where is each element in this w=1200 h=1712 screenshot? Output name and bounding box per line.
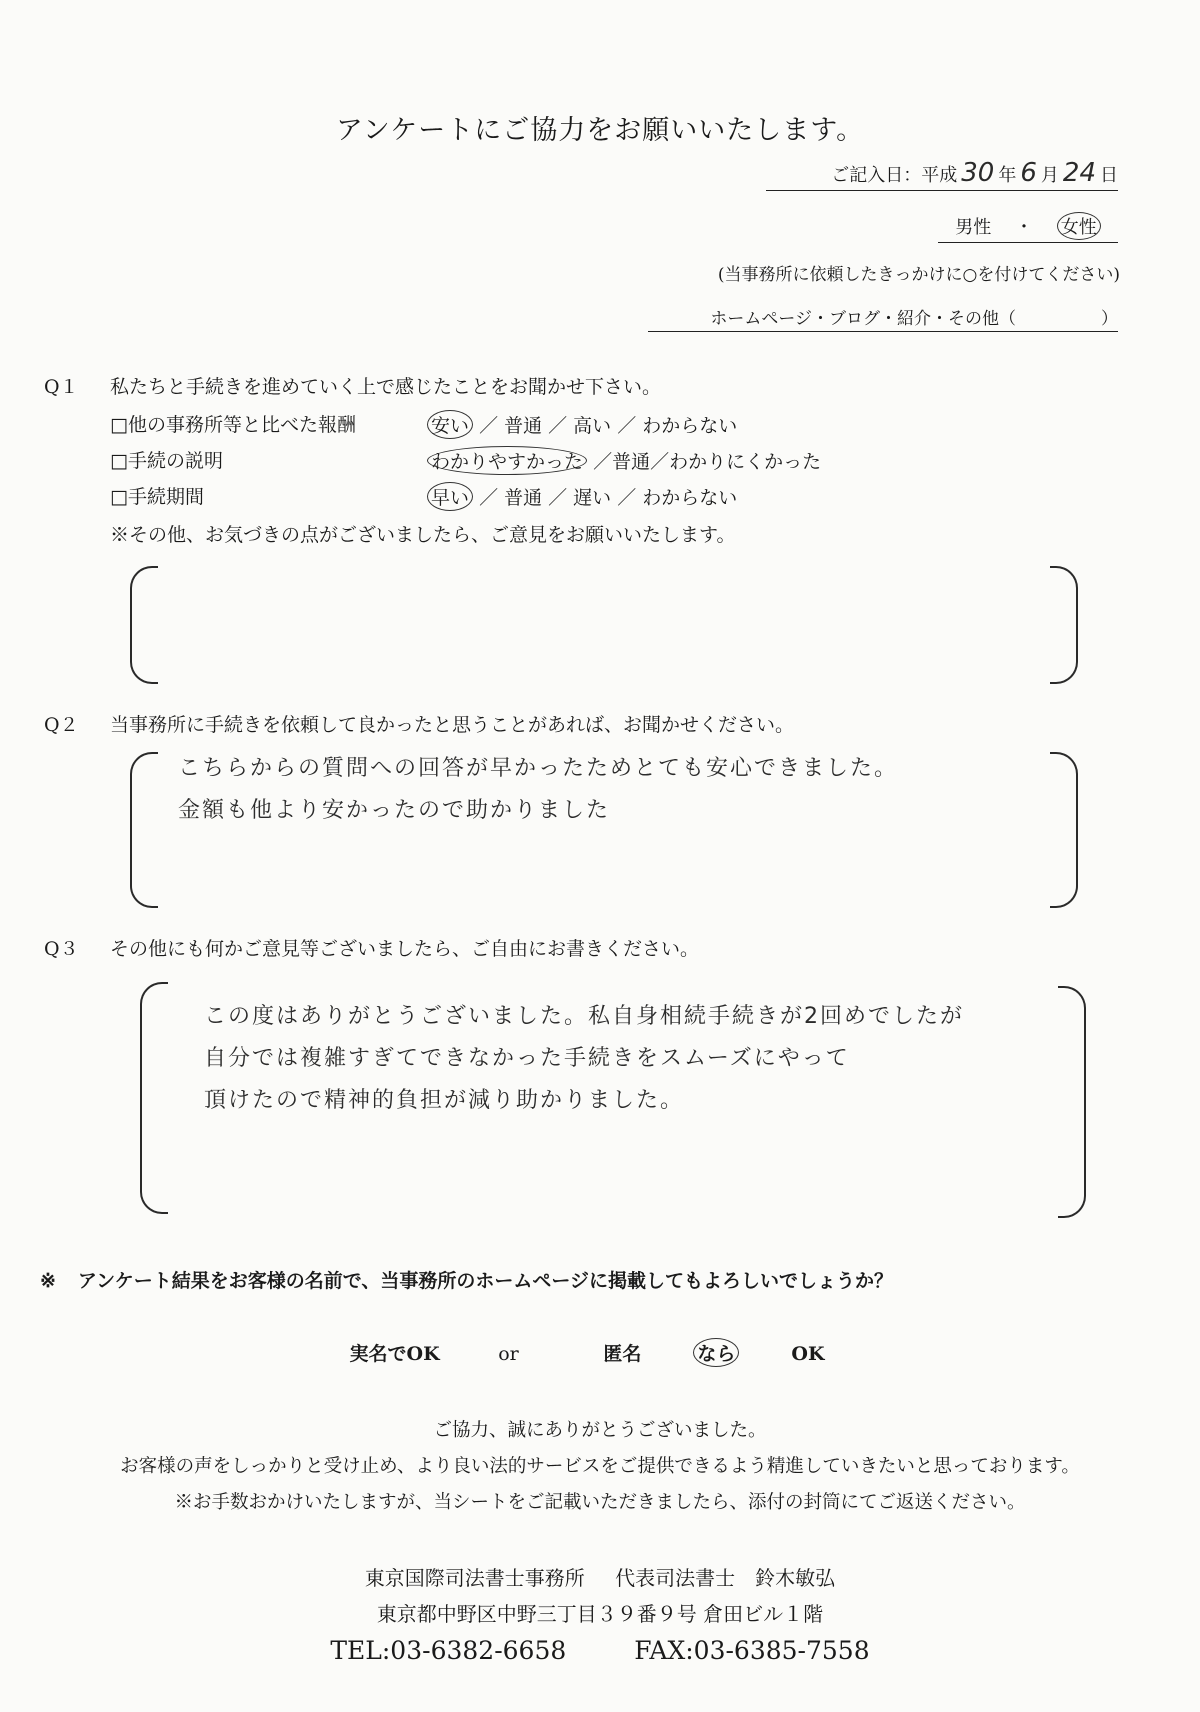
office-fax: FAX:03-6385-7558 [634,1636,870,1665]
q1-label: Q１ [44,376,79,398]
q2-label: Q２ [44,714,79,736]
gender-male: 男性 [955,217,992,238]
gender-select [938,212,1118,243]
q1-box-right [1050,566,1078,684]
date-day-unit: 日 [1100,165,1118,186]
q3-label: Q３ [44,938,79,960]
q2-answer [178,748,898,832]
q1-row-period: □手続期間 [110,486,204,508]
gender-sep: ・ [1015,217,1033,238]
closing-return-note: ※お手数おかけいたしますが、当シートをご記載いただきましたら、添付の封筒にてご返送ください。 [174,1492,1026,1513]
consent-anon-suffix: OK [791,1343,825,1365]
consent-or: or [498,1343,519,1365]
q2-answer-line-1: こちらからの質問への回答が早かったためとても安心できました。 [178,756,899,781]
q2-box-right [1050,752,1078,908]
closing-message: お客様の声をしっかりと受け止め、より良い法的サービスをご提供できるよう精進していきたいと思っております。 [120,1456,1080,1477]
q1-row-explain: □手続の説明 [110,450,223,472]
q1-row-period-circled: 早い [427,482,473,511]
q1-row-fee-circled: 安い [427,410,473,439]
consent-options [0,1338,1200,1367]
date-month-unit: 月 [1040,165,1059,186]
q1-row-period-options [427,482,737,511]
q3-answer-line-3: 頂けたので精神的負担が減り助かりました。 [204,1088,685,1113]
q1-row-explain-rest: ／普通／わかりにくかった [593,451,822,473]
q1-box-left [130,566,158,684]
closing-thanks: ご協力、誠にありがとうございました。 [433,1420,767,1441]
footer-contact [0,1636,1200,1665]
date-year: 30 [961,158,995,188]
q3-answer-line-2: 自分では複雑すぎてできなかった手続きをスムーズにやって [204,1046,850,1071]
q1-row-fee-options [427,410,737,439]
q1-row-fee-rest: ／ 普通 ／ 高い ／ わからない [479,415,738,437]
publish-consent [40,1266,893,1293]
trigger-options: ホームページ・ブログ・紹介・その他（ ） [648,304,1118,332]
date-month: 6 [1020,158,1037,188]
q1-row-explain-circled: わかりやすかった [427,446,587,475]
footer-office [0,1562,1200,1591]
office-address: 東京都中野区中野三丁目３９番９号 倉田ビル１階 [376,1602,824,1626]
office-name: 東京国際司法書士事務所 [364,1566,585,1590]
consent-real-name: 実名でOK [349,1343,440,1365]
consent-anon-circled: なら [693,1338,739,1367]
office-tel: TEL:03-6382-6658 [330,1636,567,1665]
date-year-unit: 年 [998,165,1017,186]
q3-box-left [140,982,168,1214]
consent-anonymous [577,1343,850,1365]
consent-text: アンケート結果をお客様の名前で、当事務所のホームページに掲載してもよろしいでしょうか？ [77,1270,894,1292]
q3-text: その他にも何かご意見等ございましたら、ご自由にお書きください。 [110,938,700,960]
q1-row-explain-options [427,446,821,475]
q3-answer [204,996,964,1122]
q1-row-fee: □他の事務所等と比べた報酬 [110,414,356,436]
q3-answer-line-1: この度はありがとうございました。私自身相続手続きが2回めでしたが [204,1004,964,1029]
date-prefix: ご記入日：平成 [831,165,958,186]
q2-answer-line-2: 金額も他より安かったので助かりました [178,798,611,823]
office-representative: 代表司法書士 鈴木敏弘 [615,1566,836,1590]
gender-female: 女性 [1057,212,1101,240]
q1-row-period-rest: ／ 普通 ／ 遅い ／ わからない [479,487,738,509]
trigger-note: (当事務所に依頼したきっかけに○を付けてください) [717,265,1120,285]
q1-text: 私たちと手続きを進めていく上で感じたことをお聞かせ下さい。 [110,376,662,398]
consent-anon-prefix: 匿名 [603,1343,642,1365]
consent-mark: ※ [40,1270,56,1292]
survey-title: アンケートにご協力をお願いいたします。 [335,115,865,146]
entry-date [766,158,1118,191]
q2-box-left [130,752,158,908]
date-day: 24 [1062,158,1096,188]
q3-box-right [1058,986,1086,1218]
q1-note: ※その他、お気づきの点がございましたら、ご意見をお願いいたします。 [110,524,736,546]
q2-text: 当事務所に手続きを依頼して良かったと思うことがあれば、お聞かせください。 [110,714,795,736]
